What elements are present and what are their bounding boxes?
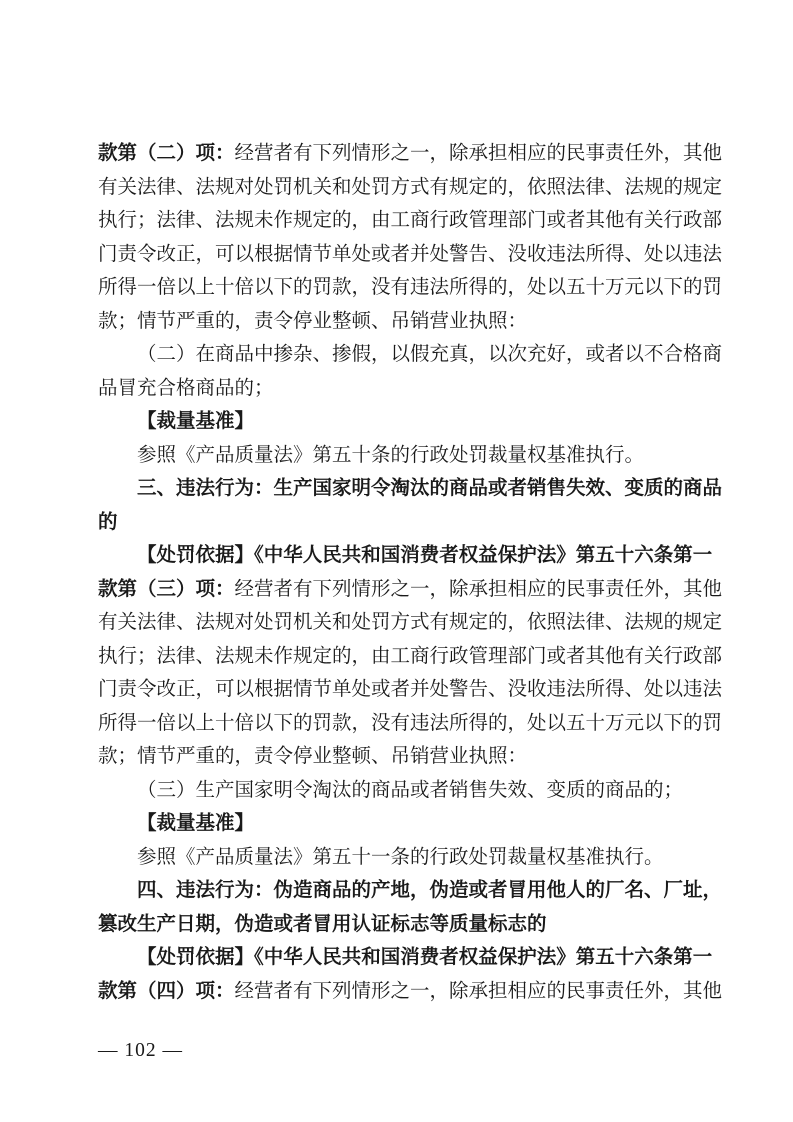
text-line — [98, 940, 713, 974]
text-line — [98, 672, 723, 706]
text-line — [98, 806, 696, 840]
bold-text-segment: 款第（三）项： — [98, 576, 235, 600]
page-number: — 102 — — [98, 1040, 183, 1061]
text-segment: 经营者有下列情形之一，除承担相应的民事责任外，其他 — [234, 141, 723, 164]
bold-text-segment: 款第（四）项： — [98, 978, 235, 1002]
text-line — [98, 337, 723, 371]
text-line — [98, 203, 723, 237]
text-line — [98, 773, 696, 807]
bold-text-segment: 【裁量基准】 — [137, 409, 255, 432]
text-line — [98, 270, 723, 304]
text-line — [98, 371, 696, 405]
text-line — [98, 170, 723, 204]
bold-text-segment: 三、违法行为：生产国家明令淘汰的商品或者销售失效、变质的商品 — [137, 476, 723, 499]
bold-text-segment: 四、违法行为：伪造商品的产地，伪造或者冒用他人的厂名、厂址， — [137, 878, 723, 901]
text-segment: 所得一倍以上十倍以下的罚款，没有违法所得的，处以五十万元以下的罚 — [98, 710, 723, 734]
text-segment: 有关法律、法规对处罚机关和处罚方式有规定的，依照法律、法规的规定 — [98, 174, 723, 198]
text-segment: （二）在商品中掺杂、掺假，以假充真，以次充好，或者以不合格商 — [137, 342, 723, 365]
text-line — [98, 136, 723, 170]
text-line — [98, 873, 723, 907]
text-line — [98, 471, 723, 505]
text-segment: 所得一倍以上十倍以下的罚款，没有违法所得的，处以五十万元以下的罚 — [98, 275, 723, 298]
text-segment: 执行；法律、法规未作规定的，由工商行政管理部门或者其他有关行政部 — [98, 643, 723, 667]
text-line — [98, 404, 696, 438]
text-segment: 品冒充合格商品的； — [98, 375, 274, 399]
text-segment: 有关法律、法规对处罚机关和处罚方式有规定的，依照法律、法规的规定 — [98, 610, 723, 633]
text-line — [98, 974, 723, 1008]
document-body — [98, 136, 723, 1007]
text-segment: 参照《产品质量法》第五十条的行政处罚裁量权基准执行。 — [137, 442, 645, 466]
bold-text-segment: 篡改生产日期，伪造或者冒用认证标志等质量标志的 — [98, 911, 547, 935]
bold-text-segment: 【裁量基准】 — [137, 811, 255, 834]
text-segment: 参照《产品质量法》第五十一条的行政处罚裁量权基准执行。 — [137, 844, 664, 868]
text-line — [98, 538, 713, 572]
text-segment: 执行；法律、法规未作规定的，由工商行政管理部门或者其他有关行政部 — [98, 208, 723, 231]
bold-text-segment: 款第（二）项： — [98, 141, 235, 164]
text-segment: 款；情节严重的，责令停业整顿、吊销营业执照： — [98, 744, 528, 767]
text-line — [98, 572, 723, 606]
text-segment: 款；情节严重的，责令停业整顿、吊销营业执照： — [98, 308, 528, 332]
text-line — [98, 438, 696, 472]
text-segment: 经营者有下列情形之一，除承担相应的民事责任外，其他 — [234, 978, 723, 1002]
text-line — [98, 605, 723, 639]
text-line — [98, 907, 696, 941]
text-segment: 经营者有下列情形之一，除承担相应的民事责任外，其他 — [234, 576, 723, 600]
text-line — [98, 505, 696, 539]
text-line — [98, 639, 723, 673]
text-line — [98, 739, 696, 773]
bold-text-segment: 【处罚依据】《中华人民共和国消费者权益保护法》第五十六条第一 — [137, 945, 713, 968]
text-segment: 门责令改正，可以根据情节单处或者并处警告、没收违法所得、处以违法 — [98, 241, 723, 265]
text-segment: （三）生产国家明令淘汰的商品或者销售失效、变质的商品的； — [137, 777, 684, 801]
bold-text-segment: 【处罚依据】《中华人民共和国消费者权益保护法》第五十六条第一 — [137, 543, 713, 566]
text-line — [98, 237, 723, 271]
text-line — [98, 304, 696, 338]
text-segment: 门责令改正，可以根据情节单处或者并处警告、没收违法所得、处以违法 — [98, 677, 723, 700]
bold-text-segment: 的 — [98, 509, 118, 533]
text-line — [98, 706, 723, 740]
text-line — [98, 840, 696, 874]
